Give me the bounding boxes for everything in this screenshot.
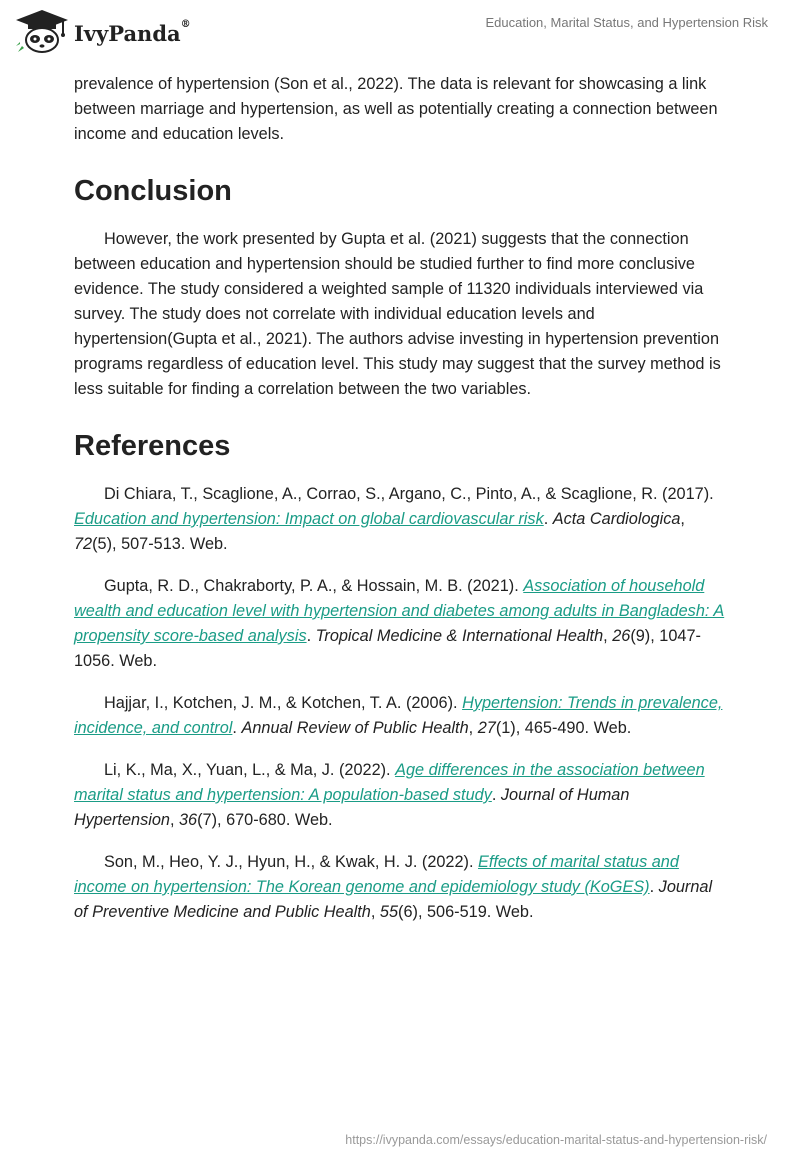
reference-item: Son, M., Heo, Y. J., Hyun, H., & Kwak, H. J. (2022). Effects of marital status and income on hypertension: The Korean genome and epidemiology study (KoGES). Journal of Preventive Medicine and Public Health, 55(6), 506-519. Web.	[74, 853, 713, 921]
page-header	[0, 0, 800, 64]
panda-graduate-icon	[14, 8, 70, 54]
reference-item: Gupta, R. D., Chakraborty, P. A., & Hossain, M. B. (2021). Association of household wealth and education level with hypertension and diabetes among adults in Bangladesh: A propensity score-based analysis. Tropical Medicine & International Health, 26(9), 1047-1056. Web.	[74, 577, 725, 670]
essay-body	[74, 72, 730, 942]
reference-item: Hajjar, I., Kotchen, J. M., & Kotchen, T. A. (2006). Hypertension: Trends in prevalence, incidence, and control. Annual Review of Public Health, 27(1), 465-490. Web.	[74, 694, 723, 737]
conclusion-heading: Conclusion	[74, 175, 232, 207]
reference-link[interactable]: Association of household wealth and education level with hypertension and diabetes among adults in Bangladesh: A propensity score-based analysis	[74, 577, 725, 645]
reference-link[interactable]: Age differences in the association between marital status and hypertension: A population-based study	[74, 761, 705, 804]
reference-link[interactable]: Hypertension: Trends in prevalence, incidence, and control	[74, 694, 723, 737]
intro-paragraph: prevalence of hypertension (Son et al., 2022). The data is relevant for showcasing a link between marriage and hypertension, as well as potentially creating a connection between income and education levels.	[74, 75, 718, 143]
brand-name: IvyPanda®	[74, 18, 191, 46]
reference-item: Di Chiara, T., Scaglione, A., Corrao, S., Argano, C., Pinto, A., & Scaglione, R. (2017). Education and hypertension: Impact on global cardiovascular risk. Acta Cardiologica, 72(5), 507-513. Web.	[74, 485, 714, 553]
reference-link[interactable]: Effects of marital status and income on hypertension: The Korean genome and epidemiology study (KoGES)	[74, 853, 679, 896]
references-heading: References	[74, 430, 231, 462]
footer-source-url[interactable]: https://ivypanda.com/essays/education-marital-status-and-hypertension-risk/	[345, 1133, 767, 1147]
conclusion-paragraph: However, the work presented by Gupta et al. (2021) suggests that the connection between education and hypertension should be studied further to find more conclusive evidence. The study considered a weighted sample of 11320 individuals interviewed via survey. The study does not correlate with individual education levels and hypertension(Gupta et al., 2021). The authors advise investing in hypertension prevention programs regardless of education level. This study may suggest that the survey method is less suitable for finding a correlation between the two variables.	[74, 230, 721, 398]
reference-link[interactable]: Education and hypertension: Impact on global cardiovascular risk	[74, 510, 544, 528]
ivypanda-logo[interactable]	[14, 8, 191, 54]
reference-item: Li, K., Ma, X., Yuan, L., & Ma, J. (2022). Age differences in the association between marital status and hypertension: A population-based study. Journal of Human Hypertension, 36(7), 670-680. Web.	[74, 761, 705, 829]
document-title: Education, Marital Status, and Hypertension Risk	[485, 15, 768, 30]
